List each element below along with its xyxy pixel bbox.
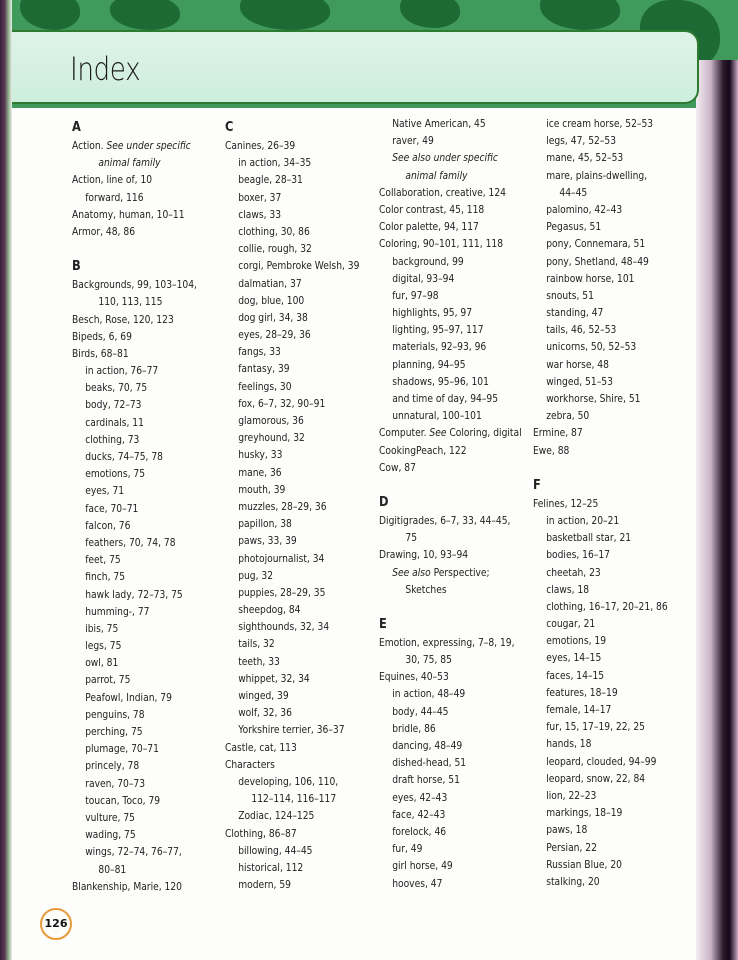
index-entry: Digitigrades, 6–7, 33, 44–45, [379, 514, 511, 527]
index-subentry: mare, plains-dwelling, [546, 169, 648, 182]
index-subentry: billowing, 44–45 [238, 844, 313, 857]
index-subentry: forward, 116 [85, 191, 144, 204]
index-entry: Felines, 12–25 [533, 497, 599, 510]
index-subentry [379, 150, 520, 167]
index-subentry: ducks, 74–75, 78 [85, 451, 163, 463]
cross-reference-text: animal family [98, 157, 161, 170]
index-subentry: dog girl, 34, 38 [238, 311, 308, 324]
page-title: Index [70, 50, 141, 88]
index-subentry [379, 565, 520, 582]
index-entry: CookingPeach, 122 [379, 444, 467, 457]
index-entry: Equines, 40–53 [379, 671, 449, 684]
page-fold-shadow [696, 60, 738, 960]
index-subentry: penguins, 78 [85, 708, 145, 721]
index-subentry: female, 14–17 [546, 704, 612, 716]
index-subentry: cougar, 21 [546, 618, 596, 631]
index-subentry: collie, rough, 32 [238, 243, 312, 256]
index-subentry: Zodiac, 124–125 [238, 810, 315, 823]
index-entry: Armor, 48, 86 [72, 225, 136, 238]
index-subentry: papillon, 38 [238, 518, 292, 531]
index-subentry: fangs, 33 [238, 346, 281, 359]
section-letter-heading: F [533, 477, 541, 493]
index-entry: Characters [225, 758, 275, 771]
index-subentry: pug, 32 [238, 569, 274, 582]
index-subentry: paws, 33, 39 [238, 535, 297, 548]
index-subentry: modern, 59 [238, 879, 291, 892]
index-subentry: features, 18–19 [546, 686, 618, 699]
index-subentry: sighthounds, 32, 34 [238, 621, 330, 634]
index-subentry: lion, 22–23 [546, 789, 597, 802]
section-gap [379, 477, 539, 491]
index-subentry: muzzles, 28–29, 36 [238, 500, 327, 513]
index-subentry: mane, 36 [238, 466, 282, 479]
index-subentry: dished-head, 51 [392, 757, 467, 770]
index-subentry: highlights, 95, 97 [392, 307, 473, 320]
index-subentry: glamorous, 36 [238, 415, 304, 427]
index-subentry: tails, 46, 52–53 [546, 324, 617, 337]
index-subentry: historical, 112 [238, 861, 304, 874]
index-column-1 [72, 116, 232, 896]
cross-reference-text: animal family [405, 169, 468, 182]
index-entry: Canines, 26–39 [225, 140, 296, 152]
index-subentry: raven, 70–73 [85, 777, 146, 790]
index-subentry: in action, 76–77 [85, 365, 159, 378]
index-subentry: legs, 47, 52–53 [546, 135, 617, 148]
index-subentry: in action, 20–21 [546, 514, 620, 527]
index-entry: Color contrast, 45, 118 [379, 203, 485, 216]
index-subentry: husky, 33 [238, 449, 283, 462]
index-subentry: Russian Blue, 20 [546, 858, 623, 871]
index-entry-continuation: 110, 113, 115 [98, 296, 163, 309]
index-subentry: in action, 34–35 [238, 157, 312, 170]
index-subentry: pony, Connemara, 51 [546, 238, 646, 251]
index-entry-continuation [72, 155, 213, 172]
index-subentry: mane, 45, 52–53 [546, 152, 624, 165]
index-subentry: palomino, 42–43 [546, 203, 623, 216]
page-number: 126 [40, 908, 72, 940]
index-subentry: winged, 51–53 [546, 375, 613, 388]
index-column-2 [225, 116, 385, 894]
index-entry: Cow, 87 [379, 461, 416, 474]
index-subentry: fur, 97–98 [392, 289, 439, 302]
section-letter-heading: E [379, 616, 387, 632]
index-entry: Color palette, 94, 117 [379, 221, 479, 234]
index-subentry: sheepdog, 84 [238, 604, 301, 617]
index-subentry: Persian, 22 [546, 841, 597, 854]
index-entry: Backgrounds, 99, 103–104, [72, 279, 197, 292]
index-subentry: hands, 18 [546, 738, 592, 751]
index-entry: Ewe, 88 [533, 444, 570, 457]
index-subentry: lighting, 95–97, 117 [392, 324, 484, 337]
index-subentry: leopard, clouded, 94–99 [546, 755, 657, 768]
index-subentry: corgi, Pembroke Welsh, 39 [238, 260, 360, 273]
index-subentry: forelock, 46 [392, 825, 447, 838]
index-subentry: markings, 18–19 [546, 807, 623, 820]
index-subentry: tails, 32 [238, 638, 275, 651]
index-subentry: background, 99 [392, 255, 464, 268]
section-gap [379, 599, 539, 613]
index-subentry: owl, 81 [85, 657, 119, 670]
index-subentry: Yorkshire terrier, 36–37 [238, 724, 345, 737]
index-subentry: teeth, 33 [238, 655, 280, 668]
section-letter-heading: B [72, 259, 81, 275]
index-entry: Birds, 68–81 [72, 347, 129, 360]
index-entry-continuation: 75 [405, 532, 418, 545]
index-subentry: winged, 39 [238, 690, 289, 702]
index-subentry: toucan, Toco, 79 [85, 794, 161, 807]
index-subentry: fantasy, 39 [238, 363, 290, 376]
index-subentry: eyes, 42–43 [392, 791, 448, 804]
section-letter-heading: D [379, 494, 389, 510]
index-subentry: shadows, 95–96, 101 [392, 375, 489, 388]
index-entry-continuation: 44–45 [559, 186, 588, 199]
index-subentry: claws, 33 [238, 208, 282, 221]
index-subentry: basketball star, 21 [546, 532, 632, 545]
index-subentry: girl horse, 49 [392, 860, 453, 873]
index-subentry: pony, Shetland, 48–49 [546, 255, 649, 268]
entry-text: Coloring, digital [446, 427, 522, 440]
index-subentry: clothing, 73 [85, 433, 140, 446]
index-subentry: and time of day, 94–95 [392, 393, 499, 405]
index-subentry: puppies, 28–29, 35 [238, 586, 326, 599]
index-entry: Collaboration, creative, 124 [379, 186, 506, 199]
index-subentry: leopard, snow, 22, 84 [546, 772, 646, 785]
index-subentry: humming-, 77 [85, 605, 150, 618]
index-subentry: wolf, 32, 36 [238, 707, 292, 720]
index-subentry: snouts, 51 [546, 289, 594, 302]
index-subentry: ibis, 75 [85, 622, 119, 635]
index-subentry: war horse, 48 [546, 358, 609, 371]
index-subentry: eyes, 28–29, 36 [238, 329, 311, 342]
index-subentry: beaks, 70, 75 [85, 382, 148, 395]
cross-reference-text: See [429, 427, 447, 440]
section-gap [533, 460, 693, 474]
index-subentry: claws, 18 [546, 583, 590, 596]
index-subentry: cardinals, 11 [85, 416, 144, 429]
index-subentry: photojournalist, 34 [238, 552, 325, 565]
index-subentry: emotions, 19 [546, 635, 607, 648]
index-subentry: greyhound, 32 [238, 432, 305, 445]
index-subentry: eyes, 71 [85, 485, 125, 498]
cross-reference-text: See also [392, 566, 431, 579]
index-subentry: feet, 75 [85, 554, 121, 567]
index-entry: Clothing, 86–87 [225, 827, 297, 840]
cross-reference-text: See also under specific [392, 152, 498, 165]
index-subentry: Native American, 45 [392, 118, 486, 130]
index-subentry: clothing, 16–17, 20–21, 86 [546, 600, 668, 613]
index-subentry: beagle, 28–31 [238, 174, 303, 187]
section-letter-heading: A [72, 120, 81, 135]
index-entry: Emotion, expressing, 7–8, 19, [379, 636, 515, 649]
index-subentry: wings, 72–74, 76–77, [85, 846, 182, 859]
index-subentry: fur, 49 [392, 843, 423, 856]
index-subentry: feelings, 30 [238, 380, 292, 393]
index-subentry: dancing, 48–49 [392, 740, 463, 752]
index-subentry: falcon, 76 [85, 519, 131, 532]
index-entry-continuation: Sketches [405, 583, 447, 596]
index-subentry: body, 72–73 [85, 399, 142, 412]
index-subentry: dog, blue, 100 [238, 294, 305, 307]
index-subentry: bodies, 16–17 [546, 549, 610, 562]
page-binding-edge [0, 0, 12, 960]
index-subentry: wading, 75 [85, 829, 136, 842]
entry-text: Action. [72, 140, 107, 152]
index-subentry: rainbow horse, 101 [546, 272, 635, 285]
index-subentry: unnatural, 100–101 [392, 410, 482, 423]
index-subentry: standing, 47 [546, 307, 604, 320]
index-entry: Castle, cat, 113 [225, 741, 297, 754]
index-subentry: eyes, 14–15 [546, 652, 602, 665]
entry-text: Perspective; [430, 566, 490, 579]
index-entry: Anatomy, human, 10–11 [72, 208, 185, 221]
index-subentry: in action, 48–49 [392, 688, 466, 701]
index-subentry: fox, 6–7, 32, 90–91 [238, 397, 326, 410]
index-subentry: stalking, 20 [546, 875, 600, 888]
index-entry: Besch, Rose, 120, 123 [72, 313, 174, 326]
index-subentry: fur, 15, 17–19, 22, 25 [546, 721, 645, 734]
index-subentry: Peafowl, Indian, 79 [85, 691, 172, 704]
index-entry-continuation: 80–81 [98, 863, 127, 876]
index-subentry: zebra, 50 [546, 410, 590, 423]
index-entry-continuation: 30, 75, 85 [405, 654, 452, 667]
index-entry [72, 138, 213, 155]
cross-reference-text: See under specific [106, 140, 191, 152]
index-column-4 [533, 116, 693, 891]
index-subentry: face, 70–71 [85, 502, 139, 515]
entry-text: Computer. [379, 427, 430, 440]
index-subentry: legs, 75 [85, 640, 122, 653]
index-subentry: digital, 93–94 [392, 272, 455, 285]
index-subentry: Pegasus, 51 [546, 221, 602, 234]
index-subentry: cheetah, 23 [546, 566, 601, 579]
index-subentry: unicorns, 50, 52–53 [546, 341, 637, 354]
index-subentry: body, 44–45 [392, 705, 449, 718]
index-subentry: face, 42–43 [392, 808, 446, 821]
index-subentry: bridle, 86 [392, 722, 436, 735]
index-subentry: paws, 18 [546, 824, 588, 837]
index-subentry: dalmatian, 37 [238, 277, 302, 290]
index-entry: Bipeds, 6, 69 [72, 330, 132, 343]
index-subentry: hawk lady, 72–73, 75 [85, 588, 183, 601]
index-subentry: draft horse, 51 [392, 774, 460, 787]
index-entry-continuation [379, 168, 520, 185]
index-entry: Drawing, 10, 93–94 [379, 549, 469, 562]
index-entry [379, 425, 520, 442]
index-subentry: clothing, 30, 86 [238, 225, 310, 238]
section-letter-heading: C [225, 120, 234, 135]
index-subentry: feathers, 70, 74, 78 [85, 536, 176, 549]
index-subentry: parrot, 75 [85, 674, 131, 687]
section-gap [72, 241, 232, 255]
index-subentry: faces, 14–15 [546, 669, 605, 682]
index-subentry: perching, 75 [85, 726, 143, 738]
index-subentry: ice cream horse, 52–53 [546, 118, 654, 130]
index-entry: Ermine, 87 [533, 427, 583, 440]
index-entry: Coloring, 90–101, 111, 118 [379, 238, 504, 251]
index-subentry: plumage, 70–71 [85, 743, 159, 756]
index-subentry: whippet, 32, 34 [238, 672, 310, 685]
index-entry-continuation: 112–114, 116–117 [251, 793, 337, 806]
index-subentry: materials, 92–93, 96 [392, 341, 487, 354]
index-column-3 [379, 116, 539, 893]
index-entry: Blankenship, Marie, 120 [72, 880, 183, 893]
index-subentry: finch, 75 [85, 571, 126, 584]
index-subentry: princely, 78 [85, 760, 140, 773]
index-subentry: workhorse, Shire, 51 [546, 393, 641, 405]
index-entry: Action, line of, 10 [72, 174, 153, 187]
index-subentry: emotions, 75 [85, 468, 146, 481]
index-subentry: boxer, 37 [238, 191, 282, 204]
index-subentry: developing, 106, 110, [238, 775, 339, 788]
index-subentry: hooves, 47 [392, 877, 443, 890]
index-subentry: vulture, 75 [85, 811, 135, 824]
index-subentry: raver, 49 [392, 135, 434, 148]
index-subentry: planning, 94–95 [392, 358, 466, 371]
index-subentry: mouth, 39 [238, 483, 286, 496]
